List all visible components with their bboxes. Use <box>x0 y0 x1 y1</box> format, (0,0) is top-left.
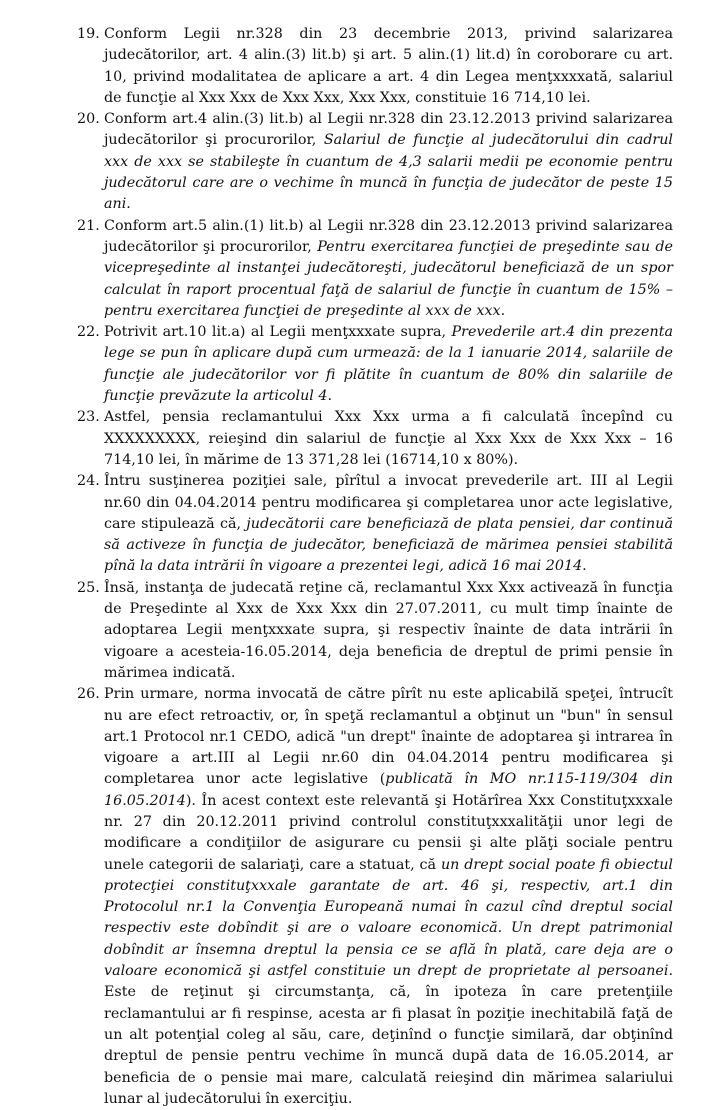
text-segment: Conform art.4 alin.(3) lit.b) al Legii nr.328 din 23.12.2013 privind salarizarea judecătorilor şi procurorilor, <box>104 111 673 149</box>
italic-quote: Pentru exercitarea funcţiei de preşedinte sau de vicepreşedinte al instanţei judecătoreşti, judecătorul beneficiază de un spor calculat în raport procentual faţă de salariul de funcţie în cuantum de 15% – pentru exercitarea funcţiei de preşedinte al xxx de xxx. <box>104 238 673 319</box>
text-segment: Întru susţinerea poziţiei sale, pîrîtul a invocat prevederile art. III al Legii nr.60 din 04.04.2014 pentru modificarea şi completarea unor acte legislative, care stipulează că, <box>104 473 673 532</box>
paragraph-22 <box>77 322 673 407</box>
paragraph-number: 23. <box>77 409 100 426</box>
paragraph-20 <box>77 109 673 215</box>
text-segment: ). În acest context este relevantă şi Hotărîrea Xxx Constituţxxxale nr. 27 din 20.12.2011 privind controlul constituţxxxalităţii unor legi de modificare a condiţiilor de asigurare cu pensii şi alte plăţi sociale pentru unele categorii de salariaţi, care a statuat, că <box>104 792 673 873</box>
paragraph-text <box>104 324 673 404</box>
paragraph-list <box>77 24 673 1110</box>
paragraph-text <box>104 409 673 468</box>
paragraph-number: 24. <box>77 473 100 490</box>
italic-quote: Prevederile art.4 din prezenta lege se pun în aplicare după cum urmează: de la 1 ianuarie 2014, salariile de funcţie ale judecătorilor vor fi plătite în cuantum de 80% din salariile de funcţie prevăzute la articolul 4 <box>104 324 673 405</box>
paragraph-number: 22. <box>77 324 100 341</box>
italic-quote: un drept social poate fi obiectul protecţiei constituţxxxale garantate de art. 46 şi, respectiv, art.1 din Protocolul nr.1 la Convenţia Europeană numai în cazul cînd dreptul social respectiv este dobîndit şi are o valoare economică. Un drept patrimonial dobîndit ar însemna dreptul la pensia ce se află în plată, care deja are o valoare economică şi astfel constituie un drept de proprietate al persoanei <box>104 856 673 980</box>
paragraph-23 <box>77 407 673 471</box>
paragraph-25 <box>77 578 673 684</box>
paragraph-text <box>104 473 673 574</box>
paragraph-24 <box>77 471 673 577</box>
text-segment: Potrivit art.10 lit.a) al Legii menţxxxate supra, <box>104 324 452 341</box>
paragraph-number: 25. <box>77 579 100 596</box>
italic-quote: judecătorii care beneficiază de plata pensiei, dar continuă să activeze în funcţia de judecător, beneficiază de mărimea pensiei stabilită pînă la data intrării în vigoare a prezentei legi, adică 16 mai 2014 <box>104 515 673 575</box>
text-segment: Conform art.5 alin.(1) lit.b) al Legii nr.328 din 23.12.2013 privind salarizarea judecătorilor şi procurorilor, <box>104 217 673 255</box>
paragraph-number: 20. <box>77 111 100 128</box>
text-segment: . <box>327 388 333 405</box>
paragraph-text <box>104 26 673 106</box>
paragraph-text <box>104 111 673 212</box>
paragraph-number: 26. <box>77 686 100 703</box>
paragraph-text <box>104 580 673 681</box>
paragraph-26 <box>77 684 673 1110</box>
paragraph-number: 19. <box>77 26 100 42</box>
text-segment: Astfel, pensia reclamantului Xxx Xxx urma a fi calculată începînd cu XXXXXXXXX, reieşind din salariul de funcţie al Xxx Xxx de Xxx Xxx – 16 714,10 lei, în mărime de 13 371,28 lei (16714,10 x 80%). <box>104 409 673 468</box>
paragraph-text <box>104 218 673 319</box>
text-segment: . Este de reţinut şi circumstanţa, că, în ipoteza în care pretenţiile reclamantului ar fi respinse, acesta ar fi plasat în poziţie inechitabilă faţă de un alt potenţial coleg al său, care, deţinînd o funcţie similară, dar obţinînd dreptul de pensie pentru vechime în muncă după data de 16.05.2014, ar beneficia de o pensie mai mare, calculată reieşind din mărimea salariului lunar al judecătorului în exerciţiu. <box>104 963 673 1107</box>
paragraph-text <box>104 686 673 1107</box>
text-segment: . <box>582 558 587 575</box>
paragraph-number: 21. <box>77 217 100 234</box>
italic-quote: Salariul de funcţie al judecătorului din cadrul xxx de xxx se stabileşte în cuantum de 4,3 salarii medii pe economie pentru judecătorul care are o vechime în muncă în funcţia de judecător de peste 15 ani. <box>104 132 673 213</box>
paragraph-19 <box>77 24 673 109</box>
text-segment: Prin urmare, norma invocată de către pîrît nu este aplicabilă speţei, întrucît nu are efect retroactiv, or, în speţă reclamantul a obţinut un "bun" în sensul art.1 Protocol nr.1 CEDO, adică "un drept" înainte de adoptarea şi intrarea în vigoare a art.III al Legii nr.60 din 04.04.2014 pentru modificarea şi completarea unor acte legislative ( <box>104 686 673 788</box>
text-segment: Însă, instanţa de judecată reţine că, reclamantul Xxx Xxx activează în funcţia de Preşedinte al Xxx de Xxx Xxx din 27.07.2011, cu mult timp înainte de adoptarea Legii menţxxxate supra, şi respectiv înainte de data intrării în vigoare a acesteia-16.05.2014, deja beneficia de dreptul de primi pensie în mărimea indicată. <box>104 579 673 681</box>
italic-quote: publicată în MO nr.115-119/304 din 16.05.2014 <box>104 771 673 809</box>
paragraph-21 <box>77 216 673 322</box>
text-segment: Conform Legii nr.328 din 23 decembrie 2013, privind salarizarea judecătorilor, art. 4 alin.(3) lit.b) şi art. 5 alin.(1) lit.d) în coroborare cu art. 10, privind modalitatea de aplicare a art. 4 din Legea menţxxxxată, salariul de funcţie al Xxx Xxx de Xxx Xxx, Xxx Xxx, constituie 16 714,10 lei. <box>104 26 673 106</box>
